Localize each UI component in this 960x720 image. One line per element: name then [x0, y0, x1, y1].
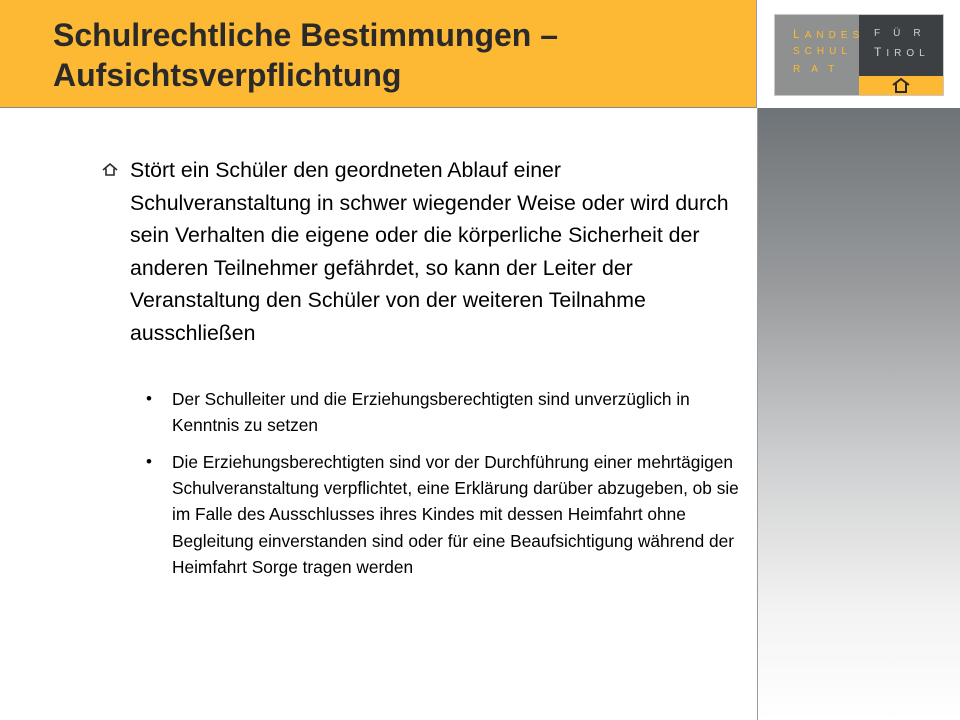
sub-bullet-text-2: Die Erziehungsberechtigten sind vor der Durchführung einer mehrtägigen Schulveranstaltung verpflichtet, eine Erklärung darüber abzugeben, ob sie im Falle des Ausschlusses ihres Kindes mit dessen Heimfahrt ohne Begleitung einverstanden sind oder für eine Beaufsichtigung während der Heimfahrt Sorge tragen werden — [172, 452, 739, 577]
main-bullet-text: Stört ein Schüler den geordneten Ablauf einer Schulveranstaltung in schwer wiegender Weise oder wird durch sein Verhalten die eigene oder die körperliche Sicherheit der anderen Teilnehmer gefährdet, so kann der Leiter der Veranstaltung den Schüler von der weiteren Teilnahme ausschließen — [130, 158, 729, 345]
title-bar — [0, 0, 757, 108]
logo-text-landes: LANDES — [793, 27, 865, 41]
logo-text-tirol: TIROL — [874, 45, 930, 59]
slide-title: Schulrechtliche Bestimmungen – Aufsichtsverpflichtung — [53, 17, 559, 93]
logo-house-icon — [891, 77, 911, 94]
logo-text-rat: RAT — [793, 64, 846, 75]
sub-bullet-marker: • — [146, 452, 152, 471]
logo-text-schul: SCHUL — [793, 46, 852, 57]
house-outline-icon — [101, 162, 119, 178]
logo-text-fuer: FÜR — [874, 28, 934, 39]
sub-bullet-marker: • — [146, 389, 152, 408]
decorative-side-panel — [757, 108, 960, 720]
sub-bullet-text-1: Der Schulleiter und die Erziehungsberechtigten sind unverzüglich in Kenntnis zu setzen — [172, 389, 690, 436]
